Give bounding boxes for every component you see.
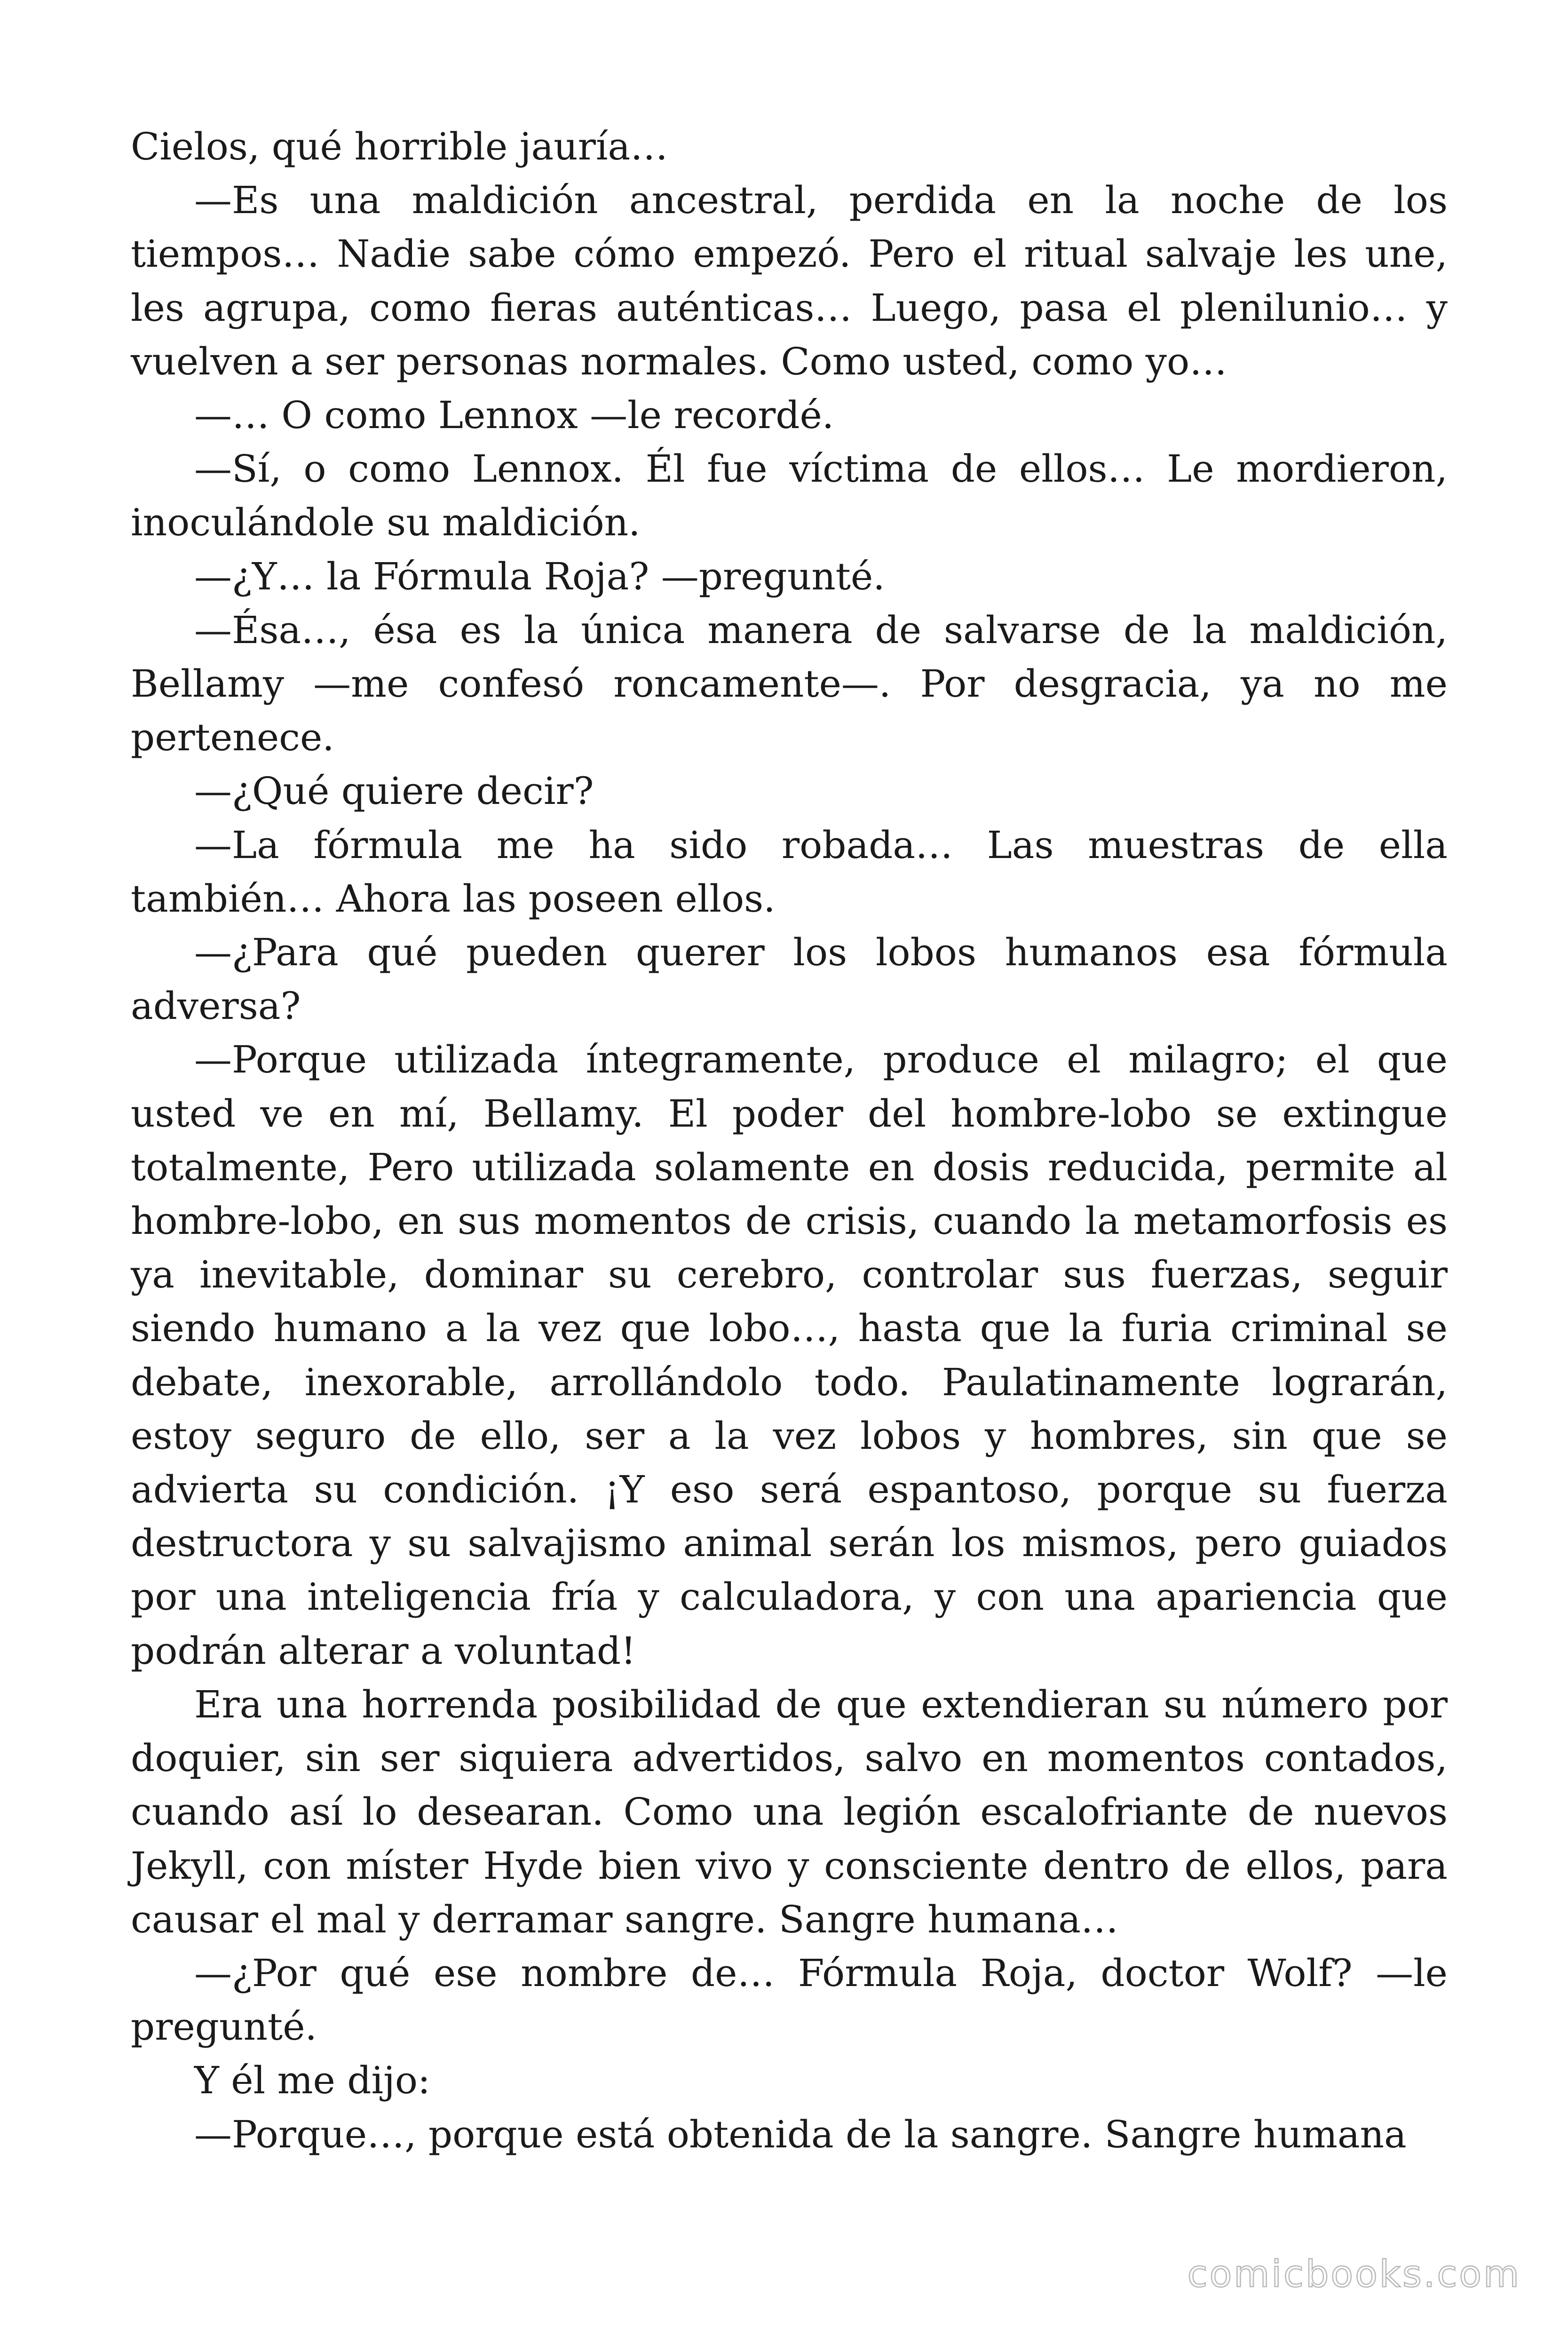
paragraph-1: Cielos, qué horrible jauría… bbox=[131, 125, 668, 168]
paragraph-3: —… O como Lennox —le recordé. bbox=[194, 393, 834, 437]
paragraph-7: —¿Qué quiere decir? bbox=[194, 769, 594, 813]
paragraph-11: Era una horrenda posibilidad de que extendieran su número por doquier, sin ser siquiera advertidos, salvo en momentos contados, cuando así lo desearan. Como una legión escalofriante de nuevos Jekyll, con míster Hyde bien vivo y consciente dentro de ellos, para causar el mal y derramar sangre. Sangre humana… bbox=[131, 1682, 1448, 1941]
paragraph-4: —Sí, o como Lennox. Él fue víctima de ellos… Le mordieron, inoculándole su maldición. bbox=[131, 447, 1448, 545]
paragraph-6: —Ésa…, ésa es la única manera de salvarse de la maldición, Bellamy —me confesó roncamente—. Por desgracia, ya no me pertenece. bbox=[131, 608, 1448, 760]
watermark: comicbooks.com bbox=[1187, 2253, 1521, 2296]
paragraph-8: —La fórmula me ha sido robada… Las muestras de ella también… Ahora las poseen ellos. bbox=[131, 823, 1448, 921]
page-text bbox=[131, 120, 1448, 2161]
paragraph-2: —Es una maldición ancestral, perdida en la noche de los tiempos… Nadie sabe cómo empezó. Pero el ritual salvaje les une, les agrupa, como fieras auténticas… Luego, pasa el plenilunio… y vuelven a ser personas normales. Como usted, como yo… bbox=[131, 178, 1448, 383]
paragraph-12: —¿Por qué ese nombre de… Fórmula Roja, doctor Wolf? —le pregunté. bbox=[131, 1951, 1448, 2049]
paragraph-13: Y él me dijo: bbox=[194, 2058, 430, 2103]
paragraph-5: —¿Y… la Fórmula Roja? —pregunté. bbox=[194, 554, 885, 598]
paragraph-9: —¿Para qué pueden querer los lobos humanos esa fórmula adversa? bbox=[131, 930, 1448, 1028]
paragraph-14: —Porque…, porque está obtenida de la sangre. Sangre humana bbox=[194, 2112, 1407, 2156]
paragraph-10: —Porque utilizada íntegramente, produce el milagro; el que usted ve en mí, Bellamy. El poder del hombre-lobo se extingue totalmente, Pero utilizada solamente en dosis reducida, permite al hombre-lobo, en sus momentos de crisis, cuando la metamorfosis es ya inevitable, dominar su cerebro, controlar sus fuerzas, seguir siendo humano a la vez que lobo…, hasta que la furia criminal se debate, inexorable, arrollándolo todo. Paulatinamente lograrán, estoy seguro de ello, ser a la vez lobos y hombres, sin que se advierta su condición. ¡Y eso será espantoso, porque su fuerza destructora y su salvajismo animal serán los mismos, pero guiados por una inteligencia fría y calculadora, y con una apariencia que podrán alterar a voluntad! bbox=[131, 1038, 1448, 1673]
